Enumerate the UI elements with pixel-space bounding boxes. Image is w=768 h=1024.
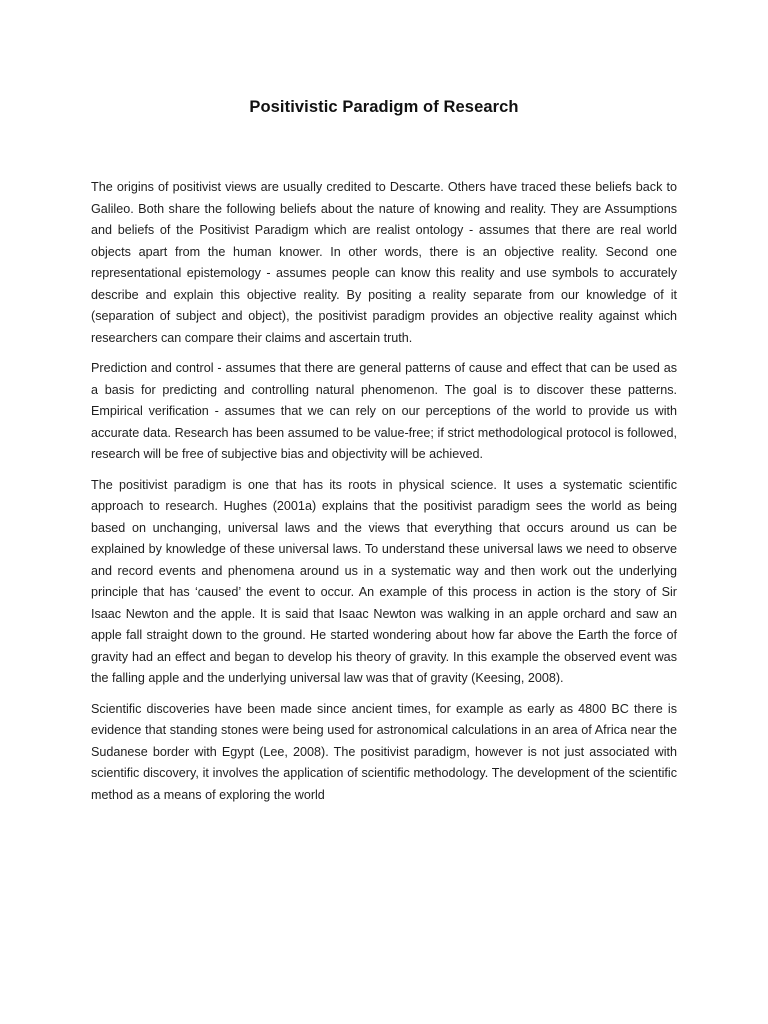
paragraph-origins: The origins of positivist views are usually credited to Descarte. Others have traced these beliefs back to Galileo. Both share the following beliefs about the nature of knowing and reality. They are Assumptions and beliefs of the Positivist Paradigm which are realist ontology - assumes that there are real world objects apart from the human knower. In other words, there is an objective reality. Second one representational epistemology - assumes people can know this reality and use symbols to accurately describe and explain this objective reality. By positing a reality separate from our knowledge of it (separation of subject and object), the positivist paradigm provides an objective reality against which researchers can compare their claims and ascertain truth. <box>91 180 677 345</box>
paragraph-physical-science: The positivist paradigm is one that has its roots in physical science. It uses a systematic scientific approach to research. Hughes (2001a) explains that the positivist paradigm sees the world as being based on unchanging, universal laws and the views that everything that occurs around us can be explained by knowledge of these universal laws. To understand these universal laws we need to observe and record events and phenomena around us in a systematic way and then work out the underlying principle that has ‘caused’ the event to occur. An example of this process in action is the story of Sir Isaac Newton and the apple. It is said that Isaac Newton was walking in an apple orchard and saw an apple fall straight down to the ground. He started wondering about how far above the Earth the force of gravity had an effect and began to develop his theory of gravity. In this example the observed event was the falling apple and the underlying universal law was that of gravity (Keesing, 2008). <box>91 477 677 685</box>
paragraph-scientific-discoveries: Scientific discoveries have been made since ancient times, for example as early as 4800 BC there is evidence that standing stones were being used for astronomical calculations in an area of Africa near the Sudanese border with Egypt (Lee, 2008). The positivist paradigm, however is not just associated with scientific discovery, it involves the application of scientific methodology. The development of the scientific method as a means of exploring the world <box>91 701 677 802</box>
document-body <box>91 177 677 806</box>
document-title: Positivistic Paradigm of Research <box>249 98 519 116</box>
paragraph-prediction-control: Prediction and control - assumes that there are general patterns of cause and effect that can be used as a basis for predicting and controlling natural phenomenon. The goal is to discover these patterns. Empirical verification - assumes that we can rely on our perceptions of the world to provide us with accurate data. Research has been assumed to be value-free; if strict methodological protocol is followed, research will be free of subjective bias and objectivity will be achieved. <box>91 361 677 461</box>
